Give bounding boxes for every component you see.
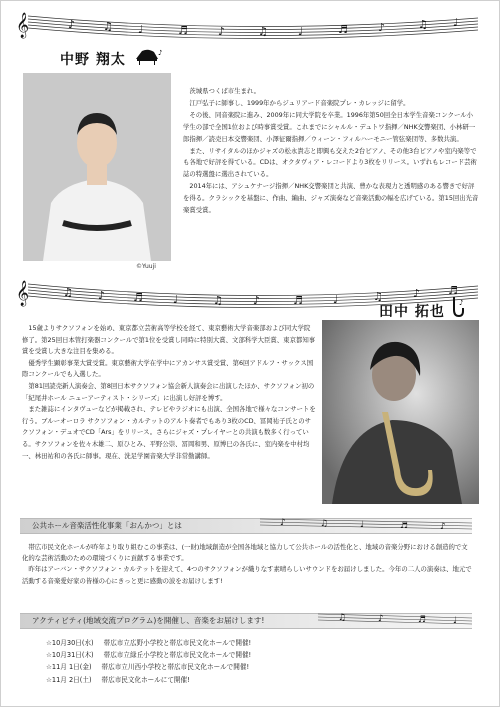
activity-date: ☆10月31日(木) [46, 651, 94, 660]
section-title: アクティビティ(地域交流プログラム)を開催し、音楽をお届けします! [32, 616, 265, 625]
svg-text:♪: ♪ [98, 289, 106, 302]
svg-text:♪: ♪ [440, 522, 446, 532]
svg-text:♩: ♩ [453, 616, 458, 626]
svg-text:♪: ♪ [218, 25, 226, 38]
bio-paragraph: その後、同音楽院に進み、2009年に同大学院を卒業。1996年第50回全日本学生音楽コンクール小学生の部で全国1位および時事賞受賞。これまでにシャルル・デュトワ指揮／NHK交響楽団、小林研一郎指揮／読売日本交響楽団、小澤征爾指揮／ウィーン・フィルハーモニー管弦楽団等、多数共演。 [183, 110, 476, 143]
activity-date: ☆10月30日(水) [46, 639, 94, 647]
svg-text:♪: ♪ [253, 294, 261, 307]
svg-text:♫: ♫ [103, 20, 113, 33]
activity-text: 帯広市立川西小学校と帯広市民文化ホールで開催! [101, 663, 250, 672]
bio-paragraph: 茨城県つくば市生まれ。 [189, 87, 261, 95]
svg-text:♫: ♫ [320, 519, 329, 529]
svg-text:♬: ♬ [178, 24, 188, 37]
svg-text:♪: ♪ [378, 21, 386, 34]
bio-paragraph: また、リサイタルのほかジャズの松永貴志と即興も交えた2台ピアノ、その他3台ピアノや室内楽等でも各地で好評を得ている。CDは、オクタヴィア・レコードより3枚をリリース。いずれもレコード芸術誌の特選盤に選出されている。 [183, 146, 477, 179]
svg-text:♫: ♫ [213, 294, 223, 307]
music-notes-decoration [260, 513, 472, 539]
svg-text:𝄞: 𝄞 [16, 281, 30, 306]
svg-text:♬: ♬ [400, 521, 409, 531]
svg-text:♪: ♪ [378, 614, 384, 624]
bio-paragraph: また雑誌にインタヴューなどが掲載され、テレビやラジオにも出演、全国各地で様々なコンサートを行う。ブルーオーロラ サクソフォン・カルテットのアルト奏者でもあり3枚のCD、冨岡祐子氏とのサクソフォン・デュオでCD「Ars」をリリース。さらにジャズ・プレイヤーとの共演も数多く行っている。サクソフォンを佐々木雄二、原ひとみ、平野公崇、冨岡和男、原博巳の各氏に、室内楽を中村均一、林田祐和の各氏に師事。現在、洗足学園音楽大学非常勤講師。 [22, 405, 316, 460]
svg-text:♫: ♫ [373, 290, 383, 303]
activity-text: 帯広市立緑丘小学校と帯広市民文化ホールで開催! [103, 651, 252, 660]
bio-nakano [183, 86, 479, 217]
svg-text:♪: ♪ [158, 49, 163, 57]
activity-date: ☆11月 1日(金) [46, 663, 92, 672]
activity-text: 帯広市民文化ホールにて開催! [101, 675, 190, 684]
svg-text:♩: ♩ [138, 23, 144, 36]
list-item [46, 637, 251, 649]
section-paragraph: 帯広市民文化ホールが昨年より取り組むこの事業は、(一財)地域創造が全国各地域と協力して公共ホールの活性化と、地域の音楽分野における創造的で文化的な芸術活動のための環境づくりに貢献する事業です。 [22, 543, 468, 563]
bio-paragraph: 15歳よりサクソフォンを始め、東京都立芸術高等学校を経て、東京藝術大学音楽部および同大学院修了。第25回日本管打楽器コンクールで第1位を受賞し同時に特別大賞、文部科学大臣賞、東京都知事賞を受賞し大きな注目を集める。 [22, 324, 316, 356]
list-item [46, 674, 251, 686]
music-notes-decoration [318, 608, 472, 634]
activity-list [46, 637, 251, 686]
bio-paragraph: 優秀学生顕彰事業大賞受賞。東京藝術大学在学中にアカンサス賞受賞、第6回アドルフ・サックス国際コンクールでも入選した。 [22, 358, 314, 379]
bio-paragraph: 江戸弘子に師事し、1999年からジュリアード音楽院プレ・カレッジに留学。 [189, 98, 410, 107]
performer-name-tanaka: 田中 拓也 [379, 304, 445, 320]
bio-paragraph: 2014年には、アシュケナージ指揮／NHK交響楽団と共演、豊かな表現力と透明感のある響きで好評を得る。クラシックを基盤に、作曲、編曲、ジャズ演奏など音楽活動の幅を広げている。第15回出光音楽賞受賞。 [183, 182, 479, 215]
list-item [46, 649, 251, 661]
svg-text:♪: ♪ [413, 287, 421, 300]
svg-text:♬: ♬ [293, 294, 303, 307]
svg-text:♬: ♬ [418, 615, 427, 625]
photo-tanaka [322, 320, 479, 504]
bio-tanaka [22, 323, 316, 462]
section-body-onkatsu [22, 542, 474, 587]
performer-name-nakano: 中野 翔太 [60, 52, 126, 68]
svg-text:♫: ♫ [418, 18, 428, 31]
svg-text:♬: ♬ [338, 23, 348, 36]
section-title: 公共ホール音楽活性化事業「おんかつ」とは [32, 521, 182, 530]
svg-text:♩: ♩ [333, 293, 339, 306]
svg-text:𝄞: 𝄞 [16, 13, 30, 38]
photo-nakano [23, 73, 171, 261]
bio-paragraph: 第81回読売新人演奏会、第8回日本サクソフォン協会新人演奏会に出演したほか、サクソフォン初の「紀尾井ホール ニューアーティスト・シリーズ」に出演し好評を博す。 [22, 381, 315, 402]
grand-piano-icon [134, 47, 164, 71]
photo-credit: ©Yuuji [136, 263, 156, 270]
svg-text:♪: ♪ [280, 518, 286, 528]
saxophone-icon [447, 296, 467, 322]
svg-text:♪: ♪ [68, 18, 76, 31]
svg-text:♪: ♪ [459, 299, 464, 307]
activity-date: ☆11月 2日(土) [46, 675, 92, 684]
svg-text:♬: ♬ [448, 284, 458, 297]
music-staff-decoration-top [8, 6, 490, 40]
svg-text:♩: ♩ [298, 25, 304, 38]
activity-text: 帯広市立広野小学校と帯広市民文化ホールで開催! [103, 639, 252, 647]
svg-text:♩: ♩ [453, 16, 459, 29]
section-paragraph: 昨年はアーバン・サクソフォン・カルテットを迎えて、4つのサクソフォンが織りなす素晴らしいサウンドをお届けしました。今年の二人の演奏は、地元で活動する音楽愛好家の皆様の心にきっと更に感動の波をお届けします! [22, 565, 472, 585]
svg-text:♩: ♩ [173, 293, 179, 306]
svg-text:♫: ♫ [63, 286, 73, 299]
svg-text:♫: ♫ [338, 613, 347, 623]
svg-text:♩: ♩ [360, 520, 365, 530]
svg-text:♬: ♬ [133, 291, 143, 304]
svg-text:♫: ♫ [258, 25, 268, 38]
list-item [46, 661, 251, 673]
